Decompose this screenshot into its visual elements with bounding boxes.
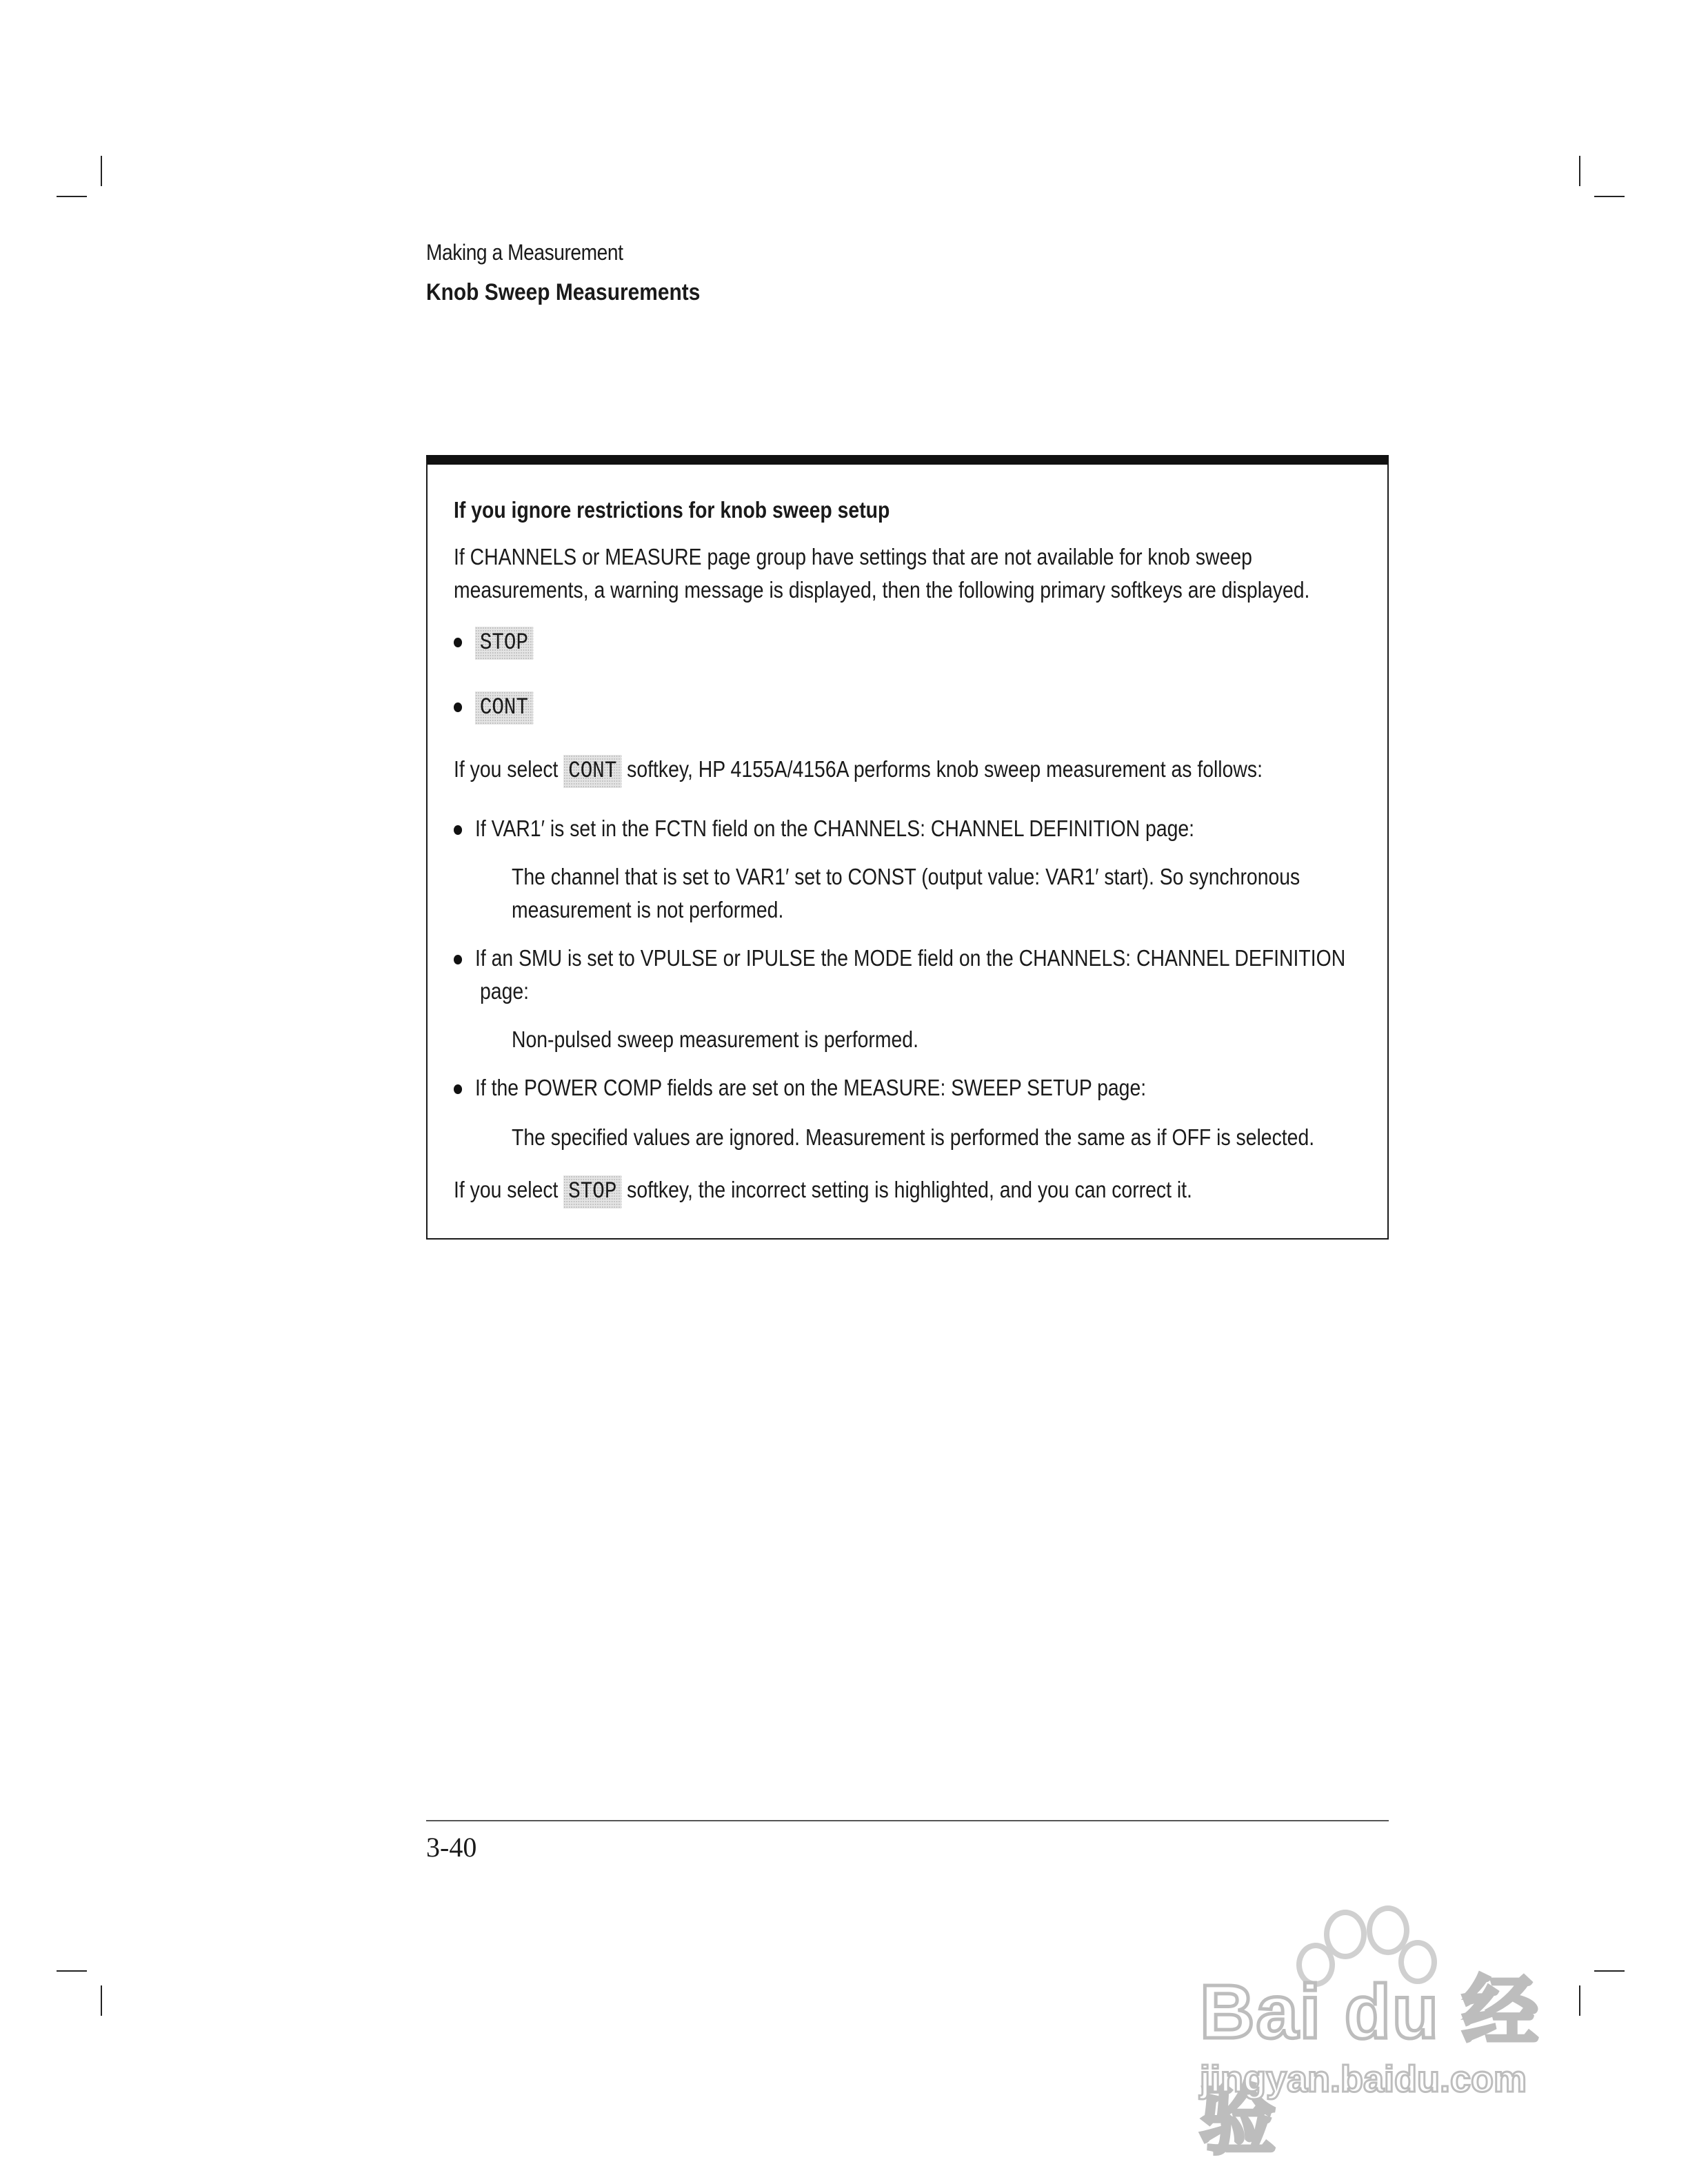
item-result: The channel that is set to VAR1′ set to CONST (output value: VAR1′ start). So synchronous xyxy=(512,864,1300,889)
item-result: Non-pulsed sweep measurement is performed. xyxy=(512,1027,918,1052)
crop-mark xyxy=(1594,1970,1625,1972)
softkey-list-item xyxy=(454,689,533,725)
bullet xyxy=(454,1084,462,1094)
item-condition: If VAR1′ is set in the FCTN field on the CHANNELS: CHANNEL DEFINITION page: xyxy=(474,816,1195,841)
softkey-list-item xyxy=(454,625,533,660)
note-intro-line: If CHANNELS or MEASURE page group have settings that are not available for knob sweep xyxy=(454,544,1252,569)
list-item xyxy=(454,942,1345,975)
list-item xyxy=(454,1071,1146,1104)
crop-mark xyxy=(101,1985,102,2016)
bullet xyxy=(454,955,462,964)
text: If you select xyxy=(454,756,559,782)
baidu-watermark xyxy=(1186,1910,1586,2163)
item-result: measurement is not performed. xyxy=(512,897,784,922)
crop-mark xyxy=(101,156,102,186)
note-box xyxy=(426,455,1389,1240)
bullet xyxy=(454,825,462,835)
crop-mark xyxy=(57,1970,87,1972)
watermark-brand: Bai du 经验 xyxy=(1200,1970,1540,2163)
text: softkey, the incorrect setting is highlighted, and you can correct it. xyxy=(627,1177,1192,1202)
cont-paragraph xyxy=(454,753,1263,788)
stop-paragraph xyxy=(454,1173,1192,1209)
crop-mark xyxy=(1579,156,1580,186)
item-condition-cont: page: xyxy=(480,978,530,1004)
item-condition: If an SMU is set to VPULSE or IPULSE the MODE field on the CHANNELS: CHANNEL DEFINITION xyxy=(474,945,1346,971)
footer-rule xyxy=(426,1820,1389,1821)
list-item xyxy=(454,812,1194,845)
page-title: Knob Sweep Measurements xyxy=(426,279,701,305)
cont-softkey: CONT xyxy=(475,691,533,725)
text: If you select xyxy=(454,1177,559,1202)
watermark-url: jingyan.baidu.com xyxy=(1200,2059,1527,2100)
item-condition: If the POWER COMP fields are set on the MEASURE: SWEEP SETUP page: xyxy=(474,1075,1147,1100)
note-intro-line: measurements, a warning message is displayed, then the following primary softkeys are displayed. xyxy=(454,577,1310,603)
section-name: Making a Measurement xyxy=(426,240,623,265)
page-number: 3-40 xyxy=(426,1832,477,1863)
crop-mark xyxy=(1594,196,1625,197)
text: softkey, HP 4155A/4156A performs knob sweep measurement as follows: xyxy=(627,756,1263,782)
page-header xyxy=(426,240,738,306)
crop-mark xyxy=(57,196,87,197)
item-result: The specified values are ignored. Measurement is performed the same as if OFF is selected. xyxy=(512,1124,1315,1150)
note-heading: If you ignore restrictions for knob sweep setup xyxy=(454,497,890,523)
stop-softkey: STOP xyxy=(475,627,533,660)
bullet xyxy=(454,638,462,647)
cont-softkey: CONT xyxy=(563,755,621,788)
bullet xyxy=(454,702,462,712)
stop-softkey: STOP xyxy=(563,1175,621,1209)
